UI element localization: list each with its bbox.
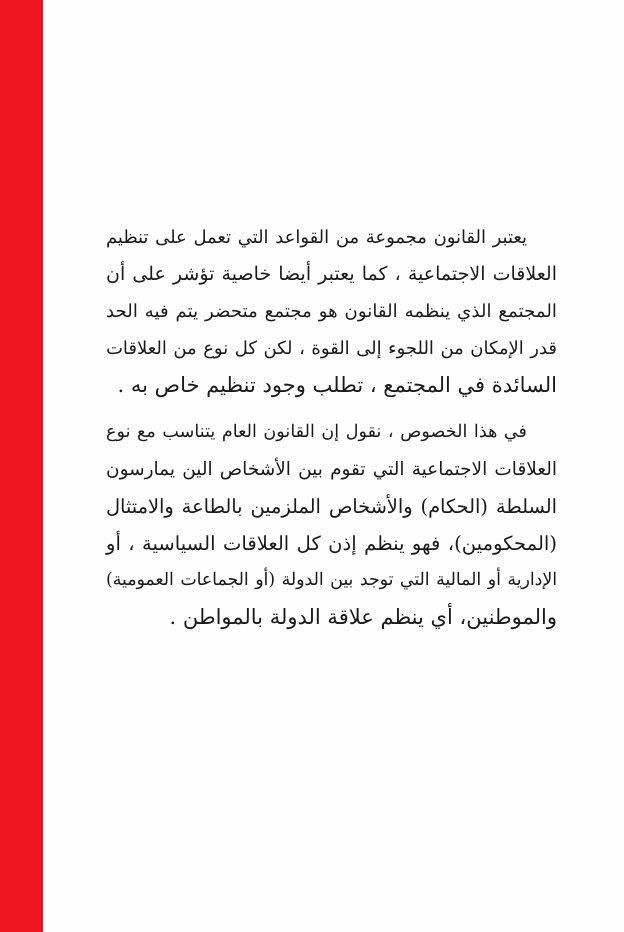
text-line: في هذا الخصوص ، نقول إن القانون العام يتناسب مع نوع (106, 422, 527, 442)
text-line: قدر الإمكان من اللجوء إلى القوة ، لكن كل نوع من العلاقات (106, 338, 557, 359)
text-line: العلاقات الاجتماعية ، كما يعتبر أيضا خاصية تؤشر على أن (106, 263, 557, 285)
text-line: السائدة في المجتمع ، تطلب وجود تنظيم خاص به . (117, 373, 557, 397)
paragraph-1 (106, 219, 557, 404)
text-line: السلطة (الحكام) والأشخاص الملزمين بالطاعة والامتثال (106, 495, 557, 518)
text-line: (المحكومين)، فهو ينظم إذن كل العلاقات السياسية ، أو (106, 532, 557, 555)
paragraph-2 (106, 414, 557, 636)
text-line: المجتمع الذي ينظمه القانون هو مجتمع متحضر يتم فيه الحد (106, 301, 557, 322)
red-spine-bar (0, 0, 43, 932)
text-line: الإدارية أو المالية التي توجد بين الدولة (أو الجماعات العمومية) (106, 570, 557, 590)
text-line: والموطنين، أي ينظم علاقة الدولة بالمواطن . (169, 605, 557, 629)
text-line: يعتبر القانون مجموعة من القواعد التي تعمل على تنظيم (106, 227, 527, 248)
text-line: العلاقات الاجتماعية التي تقوم بين الأشخاص الين يمارسون (106, 459, 557, 480)
